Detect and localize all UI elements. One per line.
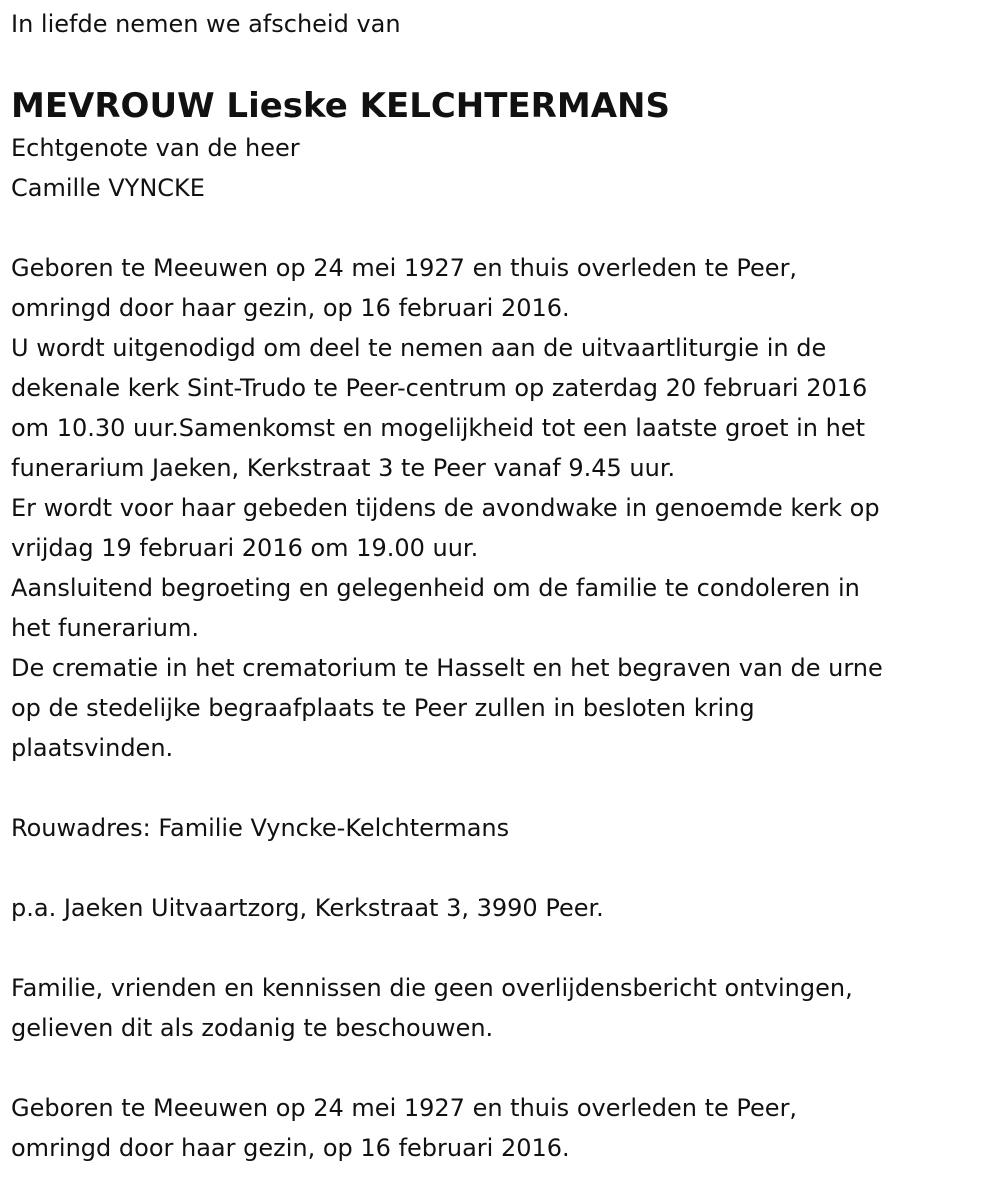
rouwadres-line: Rouwadres: Familie Vyncke-Kelchtermans bbox=[11, 814, 510, 842]
body-line: De crematie in het crematorium te Hasselt en het begraven van de urne bbox=[11, 654, 883, 682]
spacer bbox=[11, 928, 996, 968]
body-line: omringd door haar gezin, op 16 februari 2016. bbox=[11, 294, 570, 322]
deceased-name: MEVROUW Lieske KELCHTERMANS bbox=[11, 86, 670, 126]
body-line: op de stedelijke begraafplaats te Peer zullen in besloten kring bbox=[11, 694, 755, 722]
body-line: dekenale kerk Sint-Trudo te Peer-centrum op zaterdag 20 februari 2016 bbox=[11, 374, 868, 402]
spacer bbox=[11, 768, 996, 808]
body-line: U wordt uitgenodigd om deel te nemen aan de uitvaartliturgie in de bbox=[11, 334, 827, 362]
repeat-paragraph bbox=[11, 1088, 996, 1168]
spacer bbox=[11, 848, 996, 888]
spacer bbox=[11, 208, 996, 248]
address-line: p.a. Jaeken Uitvaartzorg, Kerkstraat 3, 3990 Peer. bbox=[11, 894, 604, 922]
body-line: Geboren te Meeuwen op 24 mei 1927 en thuis overleden te Peer, bbox=[11, 254, 798, 282]
closing-line: gelieven dit als zodanig te beschouwen. bbox=[11, 1014, 494, 1042]
body-line: het funerarium. bbox=[11, 614, 199, 642]
body-line: Er wordt voor haar gebeden tijdens de avondwake in genoemde kerk op bbox=[11, 494, 880, 522]
body-line: Aansluitend begroeting en gelegenheid om de familie te condoleren in bbox=[11, 574, 860, 602]
repeat-line: omringd door haar gezin, op 16 februari 2016. bbox=[11, 1134, 570, 1162]
closing-paragraph bbox=[11, 968, 996, 1048]
death-notice bbox=[11, 0, 996, 1168]
repeat-line: Geboren te Meeuwen op 24 mei 1927 en thuis overleden te Peer, bbox=[11, 1094, 798, 1122]
body-line: plaatsvinden. bbox=[11, 734, 174, 762]
body-line: vrijdag 19 februari 2016 om 19.00 uur. bbox=[11, 534, 479, 562]
intro-text: In liefde nemen we afscheid van bbox=[11, 10, 401, 38]
body-paragraph bbox=[11, 248, 996, 768]
spouse-line-2: Camille VYNCKE bbox=[11, 174, 205, 202]
closing-line: Familie, vrienden en kennissen die geen overlijdensbericht ontvingen, bbox=[11, 974, 853, 1002]
body-line: funerarium Jaeken, Kerkstraat 3 te Peer vanaf 9.45 uur. bbox=[11, 454, 676, 482]
spouse-line-1: Echtgenote van de heer bbox=[11, 134, 300, 162]
spacer bbox=[11, 1048, 996, 1088]
body-line: om 10.30 uur.Samenkomst en mogelijkheid tot een laatste groet in het bbox=[11, 414, 866, 442]
